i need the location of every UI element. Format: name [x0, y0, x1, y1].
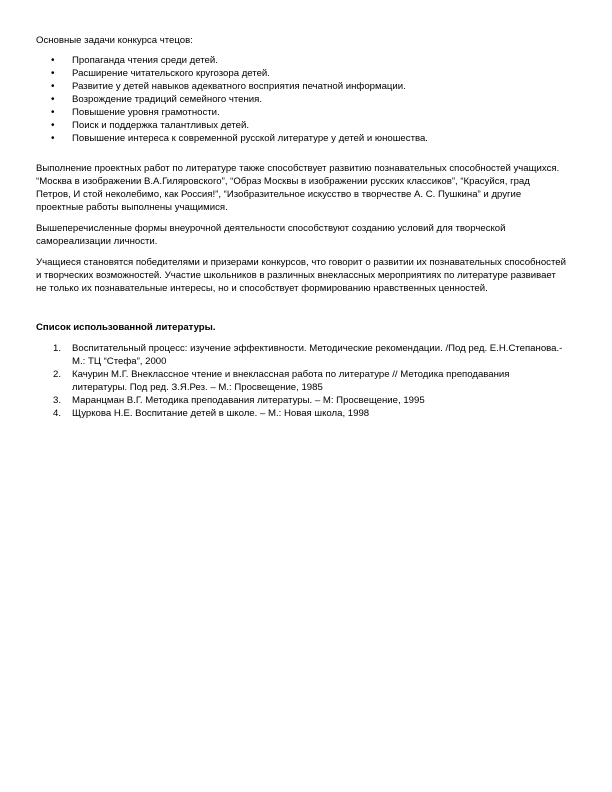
reference-number: 1.: [53, 343, 62, 354]
reference-number: 4.: [53, 408, 62, 419]
reference-text: Щуркова Н.Е. Воспитание детей в школе. – М.: Новая школа, 1998: [72, 408, 370, 419]
reference-item: [53, 394, 566, 407]
paragraph-winners: Учащиеся становятся победителями и призерами конкурсов, что говорит о развитии их познавательных способностей и творческих возможностей. Участие школьников в различных внеклассных мероприятиях по литературе развивает не только их познавательные интересы, но и способствует формированию нравственных ценностей.: [36, 257, 566, 294]
paragraph-forms: Вышеперечисленные формы внеурочной деятельности способствуют созданию условий для творческой самореализации личности.: [36, 223, 506, 247]
list-item: • Развитие у детей навыков адекватного восприятия печатной информации.: [72, 80, 566, 93]
reference-text: Качурин М.Г. Внеклассное чтение и внеклассная работа по литературе // Методика преподавания литературы. Под ред. З.Я.Рез. – М.: Просвещение, 1985: [72, 369, 510, 393]
list-item: • Повышение уровня грамотности.: [72, 106, 566, 119]
list-item: • Возрождение традиций семейного чтения.: [72, 93, 566, 106]
list-item: • Расширение читательского кругозора детей.: [72, 67, 566, 80]
references-list: [36, 342, 566, 420]
reference-item: [53, 368, 566, 394]
reference-item: [53, 407, 566, 420]
list-item: • Поиск и поддержка талантливых детей.: [72, 119, 566, 132]
reference-text: Воспитательный процесс: изучение эффективности. Методические рекомендации. /Под ред. Е.Н.Степанова.- М.: ТЦ “Стефа”, 2000: [72, 343, 563, 367]
reference-item: [53, 342, 566, 368]
list-item: • Повышение интереса к современной русской литературе у детей и юношества.: [72, 132, 566, 145]
reference-number: 2.: [53, 369, 62, 380]
reference-text: Маранцман В.Г. Методика преподавания литературы. – М: Просвещение, 1995: [72, 395, 425, 406]
paragraph-projects: Выполнение проектных работ по литературе также способствует развитию познавательных способностей учащихся. “Москва в изображении В.А.Гиляровского”, “Образ Москвы в изображении русских классиков”, “Красуйся, град Петров, И стой неколебимо, как Россия!”, “Изобразительное искусство в творчестве А. С. Пушкина” и другие проектные работы выполнены учащимися.: [36, 163, 560, 213]
contest-goals-list: [36, 54, 566, 145]
list-item: • Пропаганда чтения среди детей.: [72, 54, 566, 67]
document-page: [36, 34, 566, 420]
intro-text: Основные задачи конкурса чтецов:: [36, 35, 193, 46]
references-heading: Список использованной литературы.: [36, 322, 216, 333]
reference-number: 3.: [53, 395, 62, 406]
